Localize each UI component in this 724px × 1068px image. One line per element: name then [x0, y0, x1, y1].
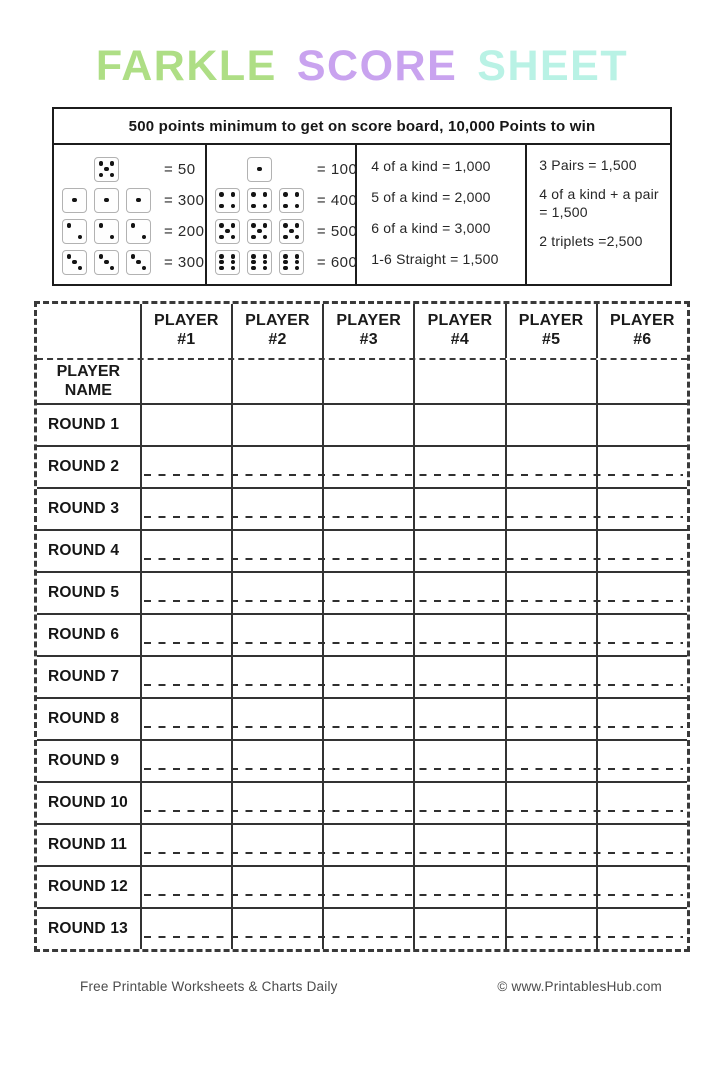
dice-score-value: = 600: [316, 253, 358, 271]
die-face-1-icon: [247, 157, 272, 182]
score-cell[interactable]: [413, 405, 504, 445]
round-label-11: ROUND 12: [48, 878, 128, 896]
score-cell[interactable]: [505, 699, 596, 739]
rule-line-1: 4 of a kind + a pair = 1,500: [539, 186, 659, 220]
rules-text-column-1: [355, 145, 525, 284]
score-cell[interactable]: [322, 489, 413, 529]
dice-score-value: = 200: [164, 222, 205, 240]
score-cell[interactable]: [140, 783, 231, 823]
player-name-cell-1[interactable]: [140, 360, 231, 403]
score-cell[interactable]: [322, 531, 413, 571]
player-header-1: PLAYER #1: [140, 304, 231, 358]
round-label-3: ROUND 4: [48, 542, 120, 560]
score-cell[interactable]: [322, 447, 413, 487]
score-cell[interactable]: [596, 825, 687, 865]
player-header-row: [37, 304, 687, 358]
score-cell[interactable]: [231, 657, 322, 697]
dice-rule-row-0: [62, 154, 199, 184]
round-row-8: [37, 739, 687, 781]
score-cell[interactable]: [596, 867, 687, 907]
score-cell[interactable]: [596, 405, 687, 445]
farkle-score-sheet-page: [0, 44, 724, 1068]
score-cell[interactable]: [231, 447, 322, 487]
dice-rule-row-2: [215, 216, 358, 246]
score-cell[interactable]: [322, 867, 413, 907]
player-name-cell-5[interactable]: [505, 360, 596, 403]
die-face-1-icon: [94, 188, 119, 213]
dice-score-value: = 400: [316, 191, 358, 209]
score-cell[interactable]: [322, 657, 413, 697]
score-cell[interactable]: [505, 657, 596, 697]
player-header-2: PLAYER #2: [231, 304, 322, 358]
score-cell[interactable]: [596, 573, 687, 613]
player-header-4: PLAYER #4: [413, 304, 504, 358]
round-row-7: [37, 697, 687, 739]
die-face-4-icon: [215, 188, 240, 213]
round-rows: [37, 403, 687, 949]
score-cell[interactable]: [413, 489, 504, 529]
dice-group: [215, 219, 304, 244]
round-row-4: [37, 571, 687, 613]
round-label-4: ROUND 5: [48, 584, 120, 602]
player-header-3: PLAYER #3: [322, 304, 413, 358]
score-cell[interactable]: [413, 657, 504, 697]
dice-group: [215, 188, 304, 213]
score-table: [34, 301, 690, 952]
score-cell[interactable]: [413, 531, 504, 571]
score-cell[interactable]: [505, 531, 596, 571]
die-face-5-icon: [215, 219, 240, 244]
score-cell[interactable]: [413, 909, 504, 949]
round-row-6: [37, 655, 687, 697]
score-cell[interactable]: [231, 405, 322, 445]
score-cell[interactable]: [413, 573, 504, 613]
title-word-sheet: SHEET: [477, 42, 629, 90]
score-cell[interactable]: [413, 447, 504, 487]
title-word-farkle: FARKLE: [95, 42, 277, 90]
round-row-10: [37, 823, 687, 865]
round-row-5: [37, 613, 687, 655]
rules-dice-column-1: [54, 145, 205, 284]
score-cell[interactable]: [596, 531, 687, 571]
round-label-12: ROUND 13: [48, 920, 128, 938]
score-cell[interactable]: [505, 447, 596, 487]
footer-left-text: Free Printable Worksheets & Charts Daily: [80, 979, 338, 995]
score-cell[interactable]: [322, 741, 413, 781]
player-header-6: PLAYER #6: [596, 304, 687, 358]
player-name-cell-6[interactable]: [596, 360, 687, 403]
score-cell[interactable]: [596, 699, 687, 739]
round-row-12: [37, 907, 687, 949]
score-cell[interactable]: [505, 405, 596, 445]
die-face-2-icon: [94, 219, 119, 244]
score-cell[interactable]: [413, 867, 504, 907]
score-cell[interactable]: [596, 489, 687, 529]
title-word-score: SCORE: [296, 42, 458, 90]
round-row-0: [37, 403, 687, 445]
score-cell[interactable]: [231, 783, 322, 823]
dice-group: [62, 250, 151, 275]
score-cell[interactable]: [140, 867, 231, 907]
dice-score-value: = 50: [164, 160, 196, 178]
die-face-3-icon: [62, 250, 87, 275]
score-cell[interactable]: [413, 825, 504, 865]
score-cell[interactable]: [231, 699, 322, 739]
round-label-2: ROUND 3: [48, 500, 120, 518]
round-label-7: ROUND 8: [48, 710, 120, 728]
player-name-cell-4[interactable]: [413, 360, 504, 403]
score-cell[interactable]: [140, 741, 231, 781]
dice-score-value: = 300: [164, 191, 205, 209]
die-face-2-icon: [62, 219, 87, 244]
die-face-3-icon: [94, 250, 119, 275]
rules-dice-column-2: [205, 145, 358, 284]
corner-cell: [37, 304, 140, 358]
footer: [0, 979, 724, 994]
dice-group: [62, 188, 151, 213]
score-cell[interactable]: [596, 657, 687, 697]
die-face-1-icon: [126, 188, 151, 213]
player-header-5: PLAYER #5: [505, 304, 596, 358]
rule-line-0: 3 Pairs = 1,500: [539, 157, 637, 174]
dice-rule-row-3: [215, 247, 358, 277]
round-row-1: [37, 445, 687, 487]
score-cell[interactable]: [505, 867, 596, 907]
rule-line-3: 1-6 Straight = 1,500: [371, 250, 499, 267]
score-cell[interactable]: [140, 573, 231, 613]
score-cell[interactable]: [231, 867, 322, 907]
die-face-5-icon: [94, 157, 119, 182]
die-face-5-icon: [247, 219, 272, 244]
die-face-6-icon: [279, 250, 304, 275]
score-cell[interactable]: [413, 741, 504, 781]
score-cell[interactable]: [596, 909, 687, 949]
dice-rule-row-1: [62, 185, 205, 215]
score-cell[interactable]: [231, 573, 322, 613]
score-cell[interactable]: [231, 909, 322, 949]
die-face-6-icon: [215, 250, 240, 275]
score-cell[interactable]: [505, 783, 596, 823]
round-label-1: ROUND 2: [48, 458, 120, 476]
die-face-2-icon: [126, 219, 151, 244]
rule-line-2: 2 triplets =2,500: [539, 232, 643, 249]
rule-line-1: 5 of a kind = 2,000: [371, 189, 491, 206]
round-row-11: [37, 865, 687, 907]
score-cell[interactable]: [322, 783, 413, 823]
score-cell[interactable]: [231, 615, 322, 655]
dice-rule-row-2: [62, 216, 205, 246]
dice-score-value: = 300: [164, 253, 205, 271]
dice-group: [62, 157, 151, 182]
page-title: [0, 44, 724, 89]
score-cell[interactable]: [140, 909, 231, 949]
dice-group: [62, 219, 151, 244]
round-label-5: ROUND 6: [48, 626, 120, 644]
score-cell[interactable]: [505, 573, 596, 613]
dice-group: [215, 250, 304, 275]
dice-group: [215, 157, 304, 182]
round-row-2: [37, 487, 687, 529]
die-face-1-icon: [62, 188, 87, 213]
rules-text-column-2: [525, 145, 670, 284]
round-label-10: ROUND 11: [48, 836, 128, 854]
score-cell[interactable]: [413, 783, 504, 823]
player-name-cell-3[interactable]: [322, 360, 413, 403]
round-row-9: [37, 781, 687, 823]
dice-rule-row-0: [215, 154, 358, 184]
die-face-4-icon: [279, 188, 304, 213]
score-cell[interactable]: [231, 825, 322, 865]
score-cell[interactable]: [231, 489, 322, 529]
rules-body: [54, 145, 670, 284]
score-cell[interactable]: [140, 657, 231, 697]
round-row-3: [37, 529, 687, 571]
score-cell[interactable]: [322, 699, 413, 739]
dice-rule-row-1: [215, 185, 358, 215]
score-cell[interactable]: [505, 615, 596, 655]
round-label-0: ROUND 1: [48, 416, 120, 434]
rules-header-text: 500 points minimum to get on score board, 10,000 Points to win: [54, 109, 670, 145]
player-name-row: [37, 358, 687, 403]
score-cell[interactable]: [505, 825, 596, 865]
rule-line-2: 6 of a kind = 3,000: [371, 219, 491, 236]
round-label-6: ROUND 7: [48, 668, 120, 686]
footer-right-text: © www.PrintablesHub.com: [497, 979, 662, 995]
die-face-6-icon: [247, 250, 272, 275]
round-label-8: ROUND 9: [48, 752, 120, 770]
dice-score-value: = 500: [316, 222, 358, 240]
die-face-4-icon: [247, 188, 272, 213]
score-cell[interactable]: [322, 825, 413, 865]
score-cell[interactable]: [505, 489, 596, 529]
score-cell[interactable]: [413, 615, 504, 655]
score-cell[interactable]: [231, 531, 322, 571]
score-cell[interactable]: [505, 741, 596, 781]
score-cell[interactable]: [596, 783, 687, 823]
dice-score-value: = 100: [316, 160, 358, 178]
score-cell[interactable]: [140, 531, 231, 571]
score-cell[interactable]: [140, 825, 231, 865]
die-face-5-icon: [279, 219, 304, 244]
rule-line-0: 4 of a kind = 1,000: [371, 158, 491, 175]
score-cell[interactable]: [413, 699, 504, 739]
score-cell[interactable]: [322, 909, 413, 949]
score-cell[interactable]: [322, 573, 413, 613]
scoring-rules-box: [52, 107, 672, 286]
player-name-label: PLAYER NAME: [56, 363, 121, 399]
score-cell[interactable]: [231, 741, 322, 781]
score-cell[interactable]: [505, 909, 596, 949]
score-cell[interactable]: [596, 615, 687, 655]
score-cell[interactable]: [140, 489, 231, 529]
score-cell[interactable]: [140, 615, 231, 655]
score-cell[interactable]: [140, 447, 231, 487]
score-cell[interactable]: [140, 405, 231, 445]
die-face-3-icon: [126, 250, 151, 275]
score-cell[interactable]: [140, 699, 231, 739]
score-cell[interactable]: [596, 741, 687, 781]
player-name-cell-2[interactable]: [231, 360, 322, 403]
score-cell[interactable]: [596, 447, 687, 487]
dice-rule-row-3: [62, 247, 205, 277]
round-label-9: ROUND 10: [48, 794, 128, 812]
score-cell[interactable]: [322, 615, 413, 655]
score-cell[interactable]: [322, 405, 413, 445]
